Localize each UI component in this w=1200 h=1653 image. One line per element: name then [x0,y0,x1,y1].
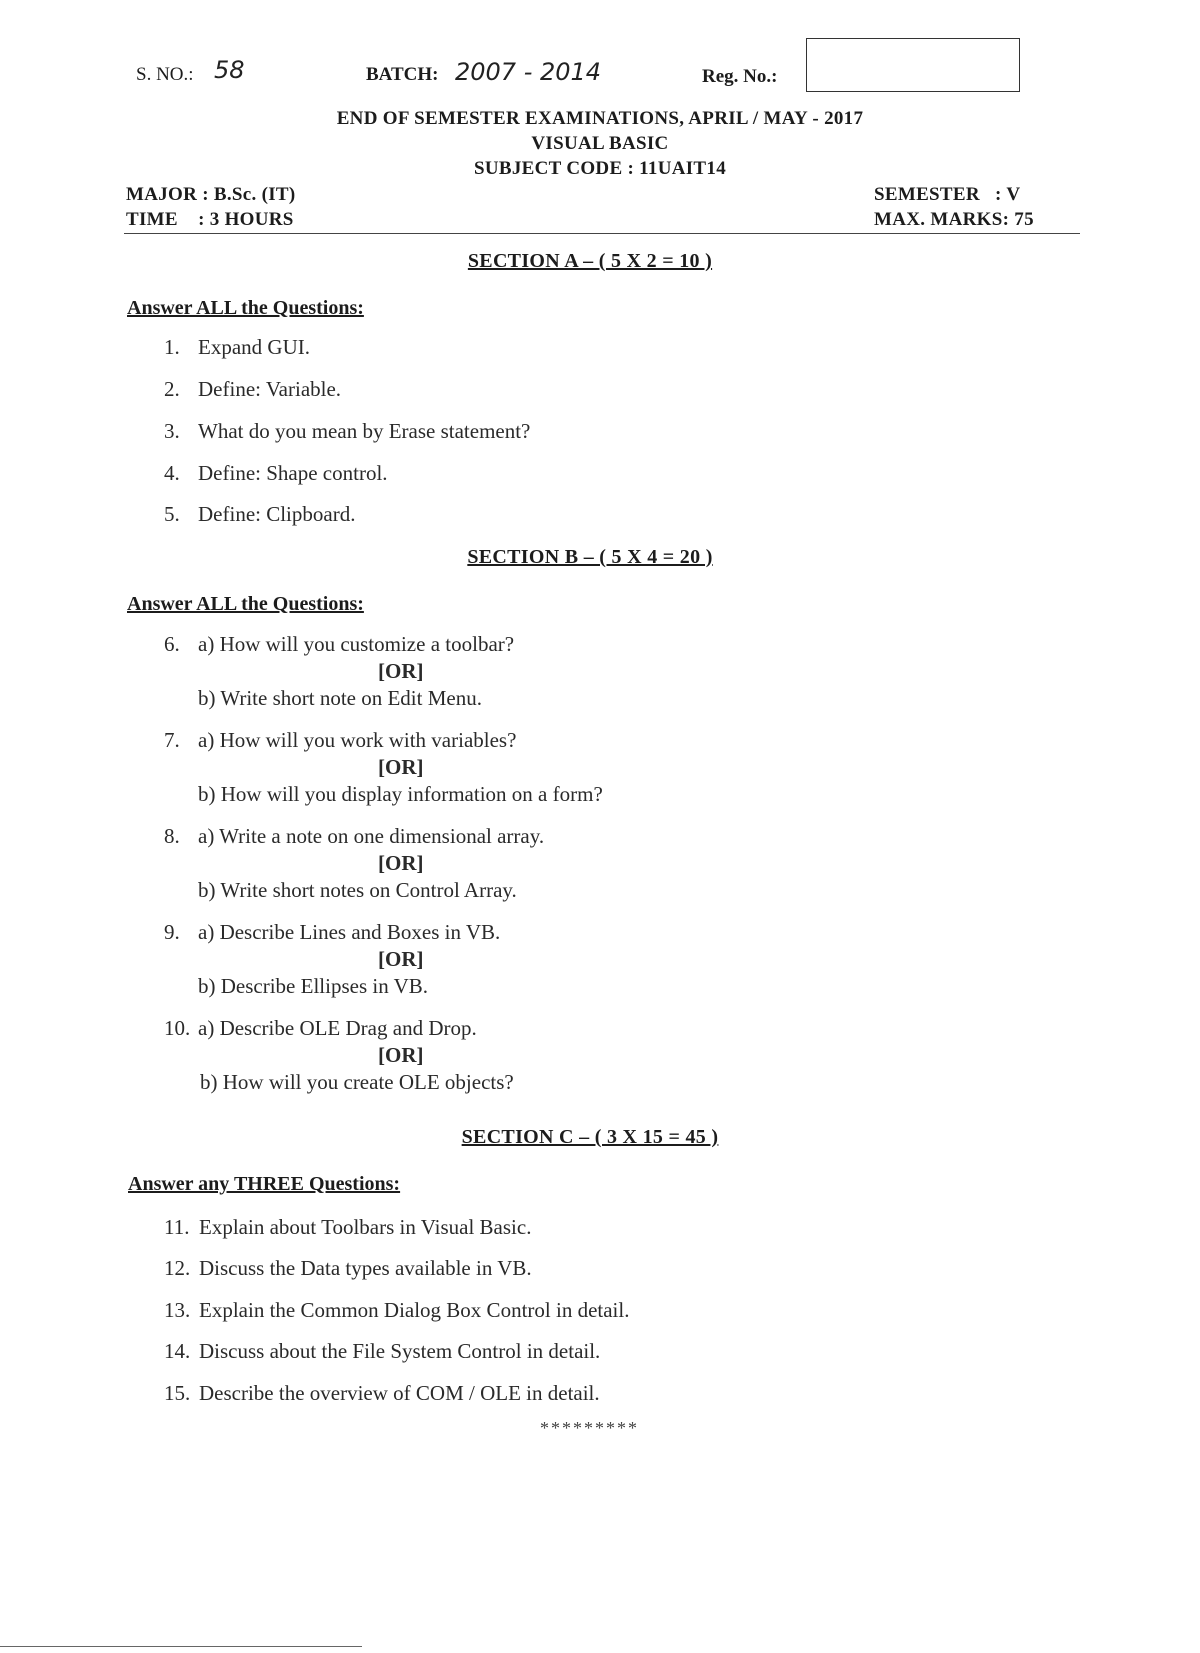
question-number: 4. [164,461,180,485]
question-number: 7. [164,728,180,752]
question-number: 1. [164,335,180,359]
sno-label: S. NO.: [136,64,194,85]
question-text: Discuss the Data types available in VB. [199,1256,532,1280]
question-text: Discuss about the File System Control in detail. [199,1339,601,1363]
question-text: Define: Clipboard. [198,502,356,526]
time: TIME : 3 HOURS [126,209,294,230]
question-number: 13. [164,1298,191,1322]
question-part-b: b) Describe Ellipses in VB. [198,974,428,998]
question-text: Define: Variable. [198,377,342,401]
reg-no-box [806,38,1020,92]
or-separator: [OR] [378,1043,424,1067]
question-number: 15. [164,1381,191,1405]
question-number: 3. [164,419,180,443]
question-part-b: b) How will you display information on a form? [198,782,603,806]
question-part-a: a) Describe Lines and Boxes in VB. [198,920,501,944]
question-text: Expand GUI. [198,335,310,359]
section-c-instruction: Answer any THREE Questions: [128,1173,401,1195]
question-number: 10. [164,1016,191,1040]
question-part-b: b) How will you create OLE objects? [200,1070,514,1094]
major: MAJOR : B.Sc. (IT) [126,184,296,205]
question-text: Explain the Common Dialog Box Control in detail. [199,1298,630,1322]
subject-code: SUBJECT CODE : 11UAIT14 [473,158,727,179]
question-part-b: b) Write short note on Edit Menu. [198,686,482,710]
question-part-a: a) How will you customize a toolbar? [198,632,515,656]
header-divider [124,233,1080,234]
question-number: 6. [164,632,180,656]
question-number: 2. [164,377,180,401]
question-number: 8. [164,824,180,848]
sno-value: 58 [214,56,245,84]
max-marks: MAX. MARKS: 75 [874,209,1034,230]
question-number: 9. [164,920,180,944]
question-text: Explain about Toolbars in Visual Basic. [199,1215,532,1239]
question-number: 11. [164,1215,190,1239]
section-b-title: SECTION B – ( 5 X 4 = 20 ) [467,546,713,568]
question-text: What do you mean by Erase statement? [198,419,531,443]
exam-title: END OF SEMESTER EXAMINATIONS, APRIL / MAY - 2017 [336,108,864,129]
question-number: 12. [164,1256,191,1280]
question-number: 14. [164,1339,191,1363]
semester: SEMESTER : V [874,184,1021,205]
section-a-title: SECTION A – ( 5 X 2 = 10 ) [467,250,713,272]
question-number: 5. [164,502,180,526]
batch-value: 2007 - 2014 [455,58,602,86]
question-text: Define: Shape control. [198,461,388,485]
end-marker: ********* [540,1418,639,1438]
reg-no-label: Reg. No.: [702,66,778,87]
batch-label: BATCH: [366,64,439,85]
bottom-scan-line [0,1646,362,1647]
question-part-a: a) Write a note on one dimensional array. [198,824,545,848]
or-separator: [OR] [378,659,424,683]
subject-name: VISUAL BASIC [531,133,669,154]
section-b-instruction: Answer ALL the Questions: [127,593,364,615]
or-separator: [OR] [378,851,424,875]
or-separator: [OR] [378,947,424,971]
question-part-a: a) How will you work with variables? [198,728,517,752]
section-c-title: SECTION C – ( 3 X 15 = 45 ) [461,1126,719,1148]
or-separator: [OR] [378,755,424,779]
question-part-a: a) Describe OLE Drag and Drop. [198,1016,477,1040]
question-part-b: b) Write short notes on Control Array. [198,878,517,902]
question-text: Describe the overview of COM / OLE in detail. [199,1381,600,1405]
section-a-instruction: Answer ALL the Questions: [127,297,364,319]
